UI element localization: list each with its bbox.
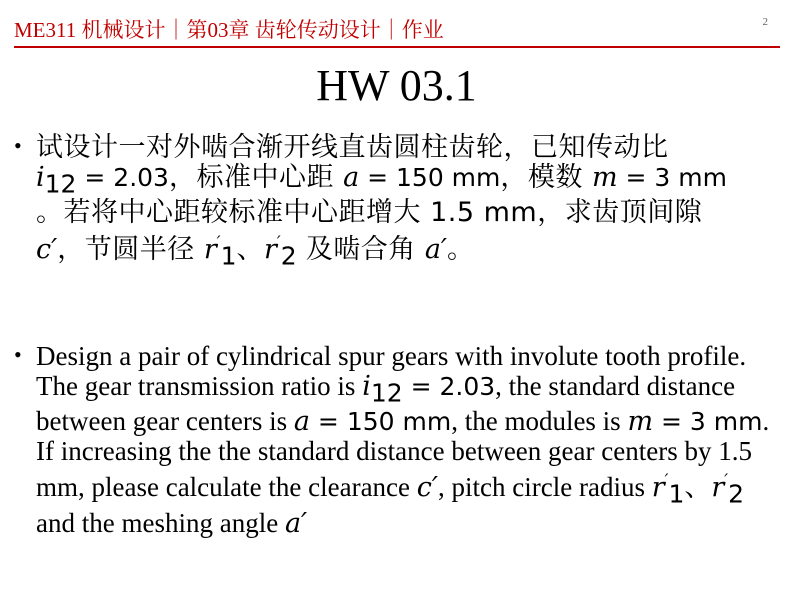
bullet-marker: • <box>14 133 22 158</box>
slide-title: HW 03.1 <box>316 61 477 110</box>
course-header-title: ME311 机械设计｜第03章 齿轮传动设计｜作业 <box>14 18 444 42</box>
bullet-english-text: Design a pair of cylindrical spur gears with involute tooth profile. The gear transmission ratio is $i_{12} = 2.03$, the standard distance between gear centers is a = 150 mm, the modules is m = 3 mm. If increasing the the standard distance between gear centers by 1.5 mm, please calculate the clearance c′, pitch circle radius $r'_1$、$r'_2$ and the meshing angle a′ <box>36 341 770 539</box>
slide-header <box>14 10 774 44</box>
header-divider <box>14 46 780 48</box>
bullet-marker: • <box>14 342 22 367</box>
bullet-english <box>14 342 774 539</box>
page-number: 2 <box>762 16 768 28</box>
bullet-chinese-text: 试设计一对外啮合渐开线直齿圆柱齿轮，已知传动比 $i_{12} = 2.03$，标准中心距 a = 150 mm，模数 m = 3 mm 。若将中心距较标准中心距增大 1.5 mm，求齿顶间隙 c′，节圆半径 $r'_1$、$r'_2$ 及啮合角 a′。 <box>36 132 727 270</box>
bullet-chinese <box>14 133 774 271</box>
